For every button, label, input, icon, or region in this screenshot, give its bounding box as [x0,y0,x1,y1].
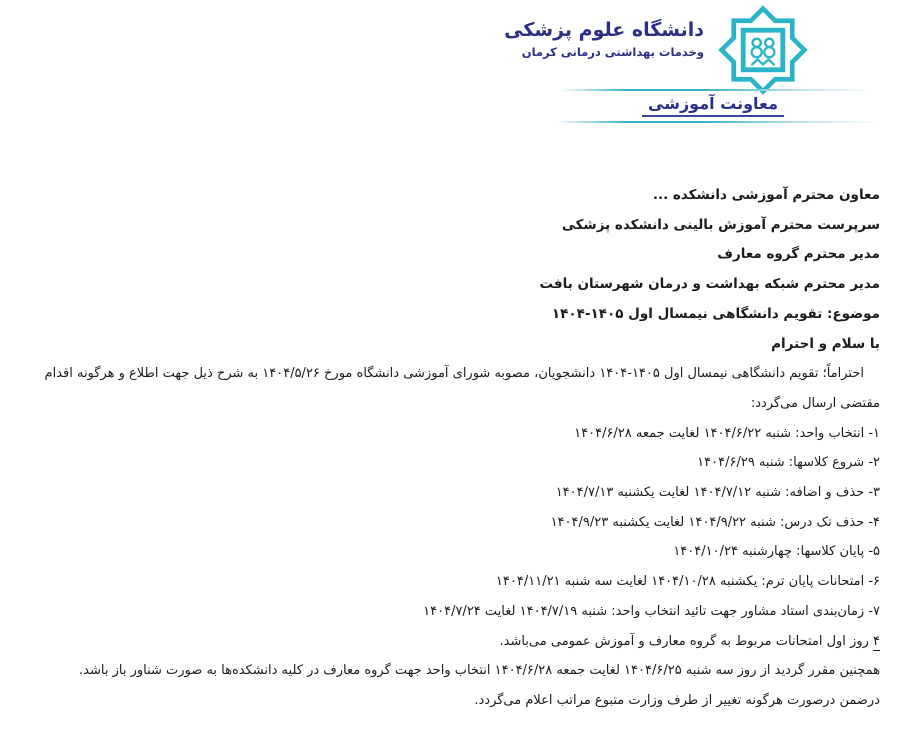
university-title: دانشگاه علوم پزشکی [504,19,704,41]
university-logo-icon [718,5,808,95]
salutation-line: با سلام و احترام [771,335,880,352]
calendar-item: ۴- حذف تک درس: شنبه ۱۴۰۴/۹/۲۲ لغایت یکشنبه ۱۴۰۴/۹/۲۳ [550,514,880,530]
recipient-line: مدیر محترم شبکه بهداشت و درمان شهرستان بافت [539,276,880,293]
note-number: ۴ [873,633,880,649]
note-line [12,627,880,657]
recipient-line: سرپرست محترم آموزش بالینی دانشکده پزشکی [561,216,880,233]
calendar-item: ۶- امتحانات پایان ترم: یکشنبه ۱۴۰۴/۱۰/۲۸ لغایت سه شنبه ۱۴۰۴/۱۱/۲۱ [495,574,880,590]
header-divider-top [559,89,874,91]
recipient-line: معاون محترم آموزشی دانشکده ... [652,187,880,203]
closing-line-1: همچنین مقرر گردید از روز سه شنبه ۱۴۰۴/۶/۲۵ لغایت جمعه ۱۴۰۴/۶/۲۸ انتخاب واحد جهت گروه معارف در کلیه دانشکده‌ها به صورت شناور باز باشد. [79,663,880,679]
university-name-block [504,17,704,61]
calendar-item: ۵- پایان کلاسها: چهارشنبه ۱۴۰۴/۱۰/۲۴ [673,544,880,560]
calendar-item: ۲- شروع کلاسها: شنبه ۱۴۰۴/۶/۲۹ [697,455,880,471]
closing-line-2: درضمن درصورت هرگونه تغییر از طرف وزارت متبوع مراتب اعلام می‌گردد. [474,692,880,708]
calendar-list [12,419,880,627]
intro-line-2: مقتضی ارسال می‌گردد: [750,395,880,411]
letter-body [12,181,880,716]
intro-line-1: احتراماً؛ تقویم دانشگاهی نیمسال اول ۱۴۰۵-۱۴۰۴ دانشجویان، مصوبه شورای آموزشی دانشگاه مورخ ۱۴۰۴/۵/۲۶ به شرح ذیل جهت اطلاع و هرگونه اقدام [44,366,864,382]
department-title: معاونت آموزشی [642,94,784,117]
note-text: روز اول امتحانات مربوط به گروه معارف و آموزش عمومی می‌باشد. [499,633,874,649]
recipient-line: مدیر محترم گروه معارف [717,246,880,263]
university-subtitle: وخدمات بهداشتی درمانی کرمان [521,45,704,59]
calendar-item: ۱- انتخاب واحد: شنبه ۱۴۰۴/۶/۲۲ لغایت جمعه ۱۴۰۴/۶/۲۸ [574,425,880,441]
header-divider-bottom [556,121,878,123]
subject-line: موضوع: تقویم دانشگاهی نیمسال اول ۱۴۰۵-۱۴۰۴ [551,305,880,322]
calendar-item: ۷- زمان‌بندی استاد مشاور جهت تائید انتخاب واحد: شنبه ۱۴۰۴/۷/۱۹ لغایت ۱۴۰۴/۷/۲۴ [423,603,880,619]
calendar-item: ۳- حذف و اضافه: شنبه ۱۴۰۴/۷/۱۲ لغایت یکشنبه ۱۴۰۴/۷/۱۳ [555,485,880,501]
recipient-list [12,181,880,300]
